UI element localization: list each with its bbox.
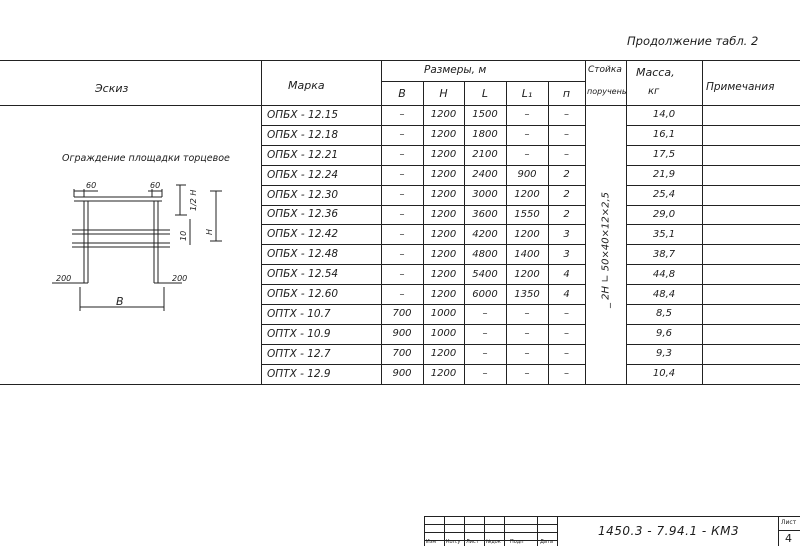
sketch-dim-10: 10 [179,230,188,241]
sketch-dim-200-left: 200 [56,274,72,283]
cell-mass: 9,6 [656,328,672,340]
cell-l1: – [524,368,530,380]
cell-n: – [564,368,569,380]
row-separator [261,185,585,186]
cell-mark: ОПБХ - 12.36 [267,208,339,221]
sketch-dim-b: В [116,295,124,308]
row-separator-right [626,224,800,225]
cell-mass: 9,3 [656,348,672,360]
row-separator-right [626,264,800,265]
header-mark: Марка [288,79,325,92]
cell-l: 3000 [472,189,498,201]
cell-mass: 21,9 [652,169,676,181]
cell-n: – [564,348,569,360]
header-dims: Размеры, м [424,64,487,76]
cell-n: – [564,308,569,320]
cell-l1: – [524,328,530,340]
sheet-number: 4 [785,532,792,545]
stand-note-text: _ 2Н ∟ 50×40×12×2,5 [600,191,612,309]
row-separator-right [626,125,800,126]
sheet-label: Лист [781,519,797,526]
cell-mark: ОПБХ - 12.42 [267,228,339,241]
row-separator [261,344,585,345]
cell-h: 1200 [430,109,457,121]
row-separator [261,125,585,126]
cell-n: 2 [563,189,570,201]
cell-b: 700 [392,348,412,360]
sketch-caption: Ограждение площадки торцевое [62,153,230,164]
cell-h: 1200 [430,208,457,220]
cell-n: 2 [563,169,570,181]
cell-mark: ОПТХ - 12.7 [267,347,331,360]
row-separator [261,165,585,166]
cell-l: 2400 [472,169,498,181]
row-separator-right [626,364,800,365]
cell-l1: – [524,348,530,360]
header-mass-bottom: кг [648,86,660,97]
row-separator [261,244,585,245]
cell-l: 1800 [472,129,498,141]
cell-b: – [399,149,405,161]
stamp-col-count: Кол.у [446,539,461,545]
cell-l1: 1550 [514,208,540,220]
cell-b: – [399,288,405,300]
cell-mass: 8,5 [656,308,672,320]
cell-mark: ОПТХ - 10.9 [267,327,331,340]
row-separator [261,304,585,305]
row-separator-right [626,244,800,245]
cell-h: 1200 [430,288,457,300]
cell-b: – [399,208,405,220]
cell-mass: 35,1 [652,228,676,240]
header-mass-top: Масса, [636,66,675,79]
row-separator-right [626,344,800,345]
cell-n: 3 [563,228,570,240]
cell-l1: 900 [517,169,537,181]
cell-mass: 44,8 [652,268,676,280]
cell-mass: 48,4 [652,288,676,300]
row-separator-right [626,145,800,146]
cell-mark: ОПБХ - 12.21 [267,148,339,161]
cell-h: 1200 [430,368,457,380]
cell-mass: 16,1 [652,129,676,141]
cell-l1: – [524,129,530,141]
stamp-col-sign: Подп [510,539,524,545]
cell-h: 1200 [430,228,457,240]
cell-l: 3600 [472,208,498,220]
cell-h: 1200 [430,248,457,260]
row-separator [261,264,585,265]
cell-mark: ОПБХ - 12.18 [267,128,339,141]
cell-mass: 29,0 [652,208,676,220]
table-bottom-border [0,384,800,385]
cell-b: – [399,169,405,181]
cell-b: – [399,129,405,141]
cell-l: – [482,348,488,360]
stamp-col-date: Дата [540,539,553,545]
stand-note [591,180,621,320]
header-dim-l: L [481,87,489,100]
cell-mark: ОПБХ - 12.60 [267,288,339,301]
header-stand-top: Стойка [588,65,622,75]
row-separator [261,145,585,146]
cell-n: 2 [563,208,570,220]
cell-l: 6000 [472,288,498,300]
cell-l1: – [524,109,530,121]
railing-sketch [50,175,250,315]
cell-l: 4800 [472,248,498,260]
cell-n: 4 [563,288,570,300]
document-code: 1450.3 - 7.94.1 - КМ3 [598,524,740,538]
stamp-col-change: Изм [426,539,437,545]
cell-h: 1200 [430,268,457,280]
cell-mark: ОПБХ - 12.24 [267,168,339,181]
cell-l1: 1200 [514,189,540,201]
cell-h: 1200 [430,189,457,201]
cell-mass: 25,4 [652,189,676,201]
header-note: Примечания [706,81,775,93]
row-separator-right [626,324,800,325]
cell-n: 4 [563,268,570,280]
cell-h: 1200 [430,169,457,181]
cell-mass: 14,0 [652,109,676,121]
cell-l1: 1400 [514,248,540,260]
cell-l: 2100 [472,149,498,161]
row-separator [261,224,585,225]
cell-b: – [399,189,405,201]
cell-l: – [482,308,488,320]
row-separator [261,205,585,206]
continuation-label: Продолжение табл. 2 [627,34,759,48]
header-dim-n: п [562,87,571,100]
col-divider-n [585,60,586,384]
cell-l: 4200 [472,228,498,240]
col-divider-mass [702,60,703,384]
row-separator [261,284,585,285]
cell-h: 1000 [430,328,457,340]
stamp-col-sheet: Лист [466,539,479,545]
cell-h: 1200 [430,348,457,360]
stamp-col-doc: №док [486,539,501,545]
sketch-dim-200-right: 200 [172,274,188,283]
cell-l: – [482,368,488,380]
sketch-dim-60-right: 60 [150,181,161,190]
cell-l1: 1350 [514,288,540,300]
cell-l: 1500 [472,109,498,121]
cell-n: – [564,149,569,161]
cell-mass: 10,4 [652,368,676,380]
cell-n: – [564,109,569,121]
cell-l1: – [524,149,530,161]
row-separator-right [626,205,800,206]
cell-b: – [399,268,405,280]
cell-h: 1200 [430,149,457,161]
cell-mark: ОПБХ - 12.30 [267,188,339,201]
cell-mass: 17,5 [652,149,676,161]
cell-n: 3 [563,248,570,260]
table-top-border [0,60,800,61]
cell-l1: 1200 [514,268,540,280]
cell-b: – [399,228,405,240]
cell-b: – [399,109,405,121]
row-separator [261,324,585,325]
cell-b: 700 [392,308,412,320]
header-dim-l1: L₁ [521,87,533,100]
cell-l1: 1200 [514,228,540,240]
cell-h: 1200 [430,129,457,141]
header-stand-bottom: поручень [587,87,627,96]
cell-l1: – [524,308,530,320]
cell-b: 900 [392,368,412,380]
sketch-dim-h: Н [205,228,214,235]
cell-h: 1000 [430,308,457,320]
sketch-dim-60-left: 60 [86,181,97,190]
cell-mark: ОПБХ - 12.48 [267,248,339,261]
cell-mark: ОПТХ - 12.9 [267,367,331,380]
cell-b: 900 [392,328,412,340]
row-separator-right [626,304,800,305]
cell-mark: ОПТХ - 10.7 [267,307,331,320]
header-dim-b: В [398,87,406,100]
cell-mark: ОПБХ - 12.54 [267,268,339,281]
header-dim-h: Н [439,87,448,100]
sketch-dim-half-h: 1/2 Н [189,189,198,211]
header-sketch: Эскиз [95,82,129,95]
cell-l: 5400 [472,268,498,280]
row-separator [261,364,585,365]
cell-n: – [564,129,569,141]
row-separator-right [626,185,800,186]
cell-n: – [564,328,569,340]
row-separator-right [626,284,800,285]
cell-l: – [482,328,488,340]
cell-mark: ОПБХ - 12.15 [267,108,339,121]
cell-mass: 38,7 [652,248,676,260]
cell-b: – [399,248,405,260]
row-separator-right [626,165,800,166]
